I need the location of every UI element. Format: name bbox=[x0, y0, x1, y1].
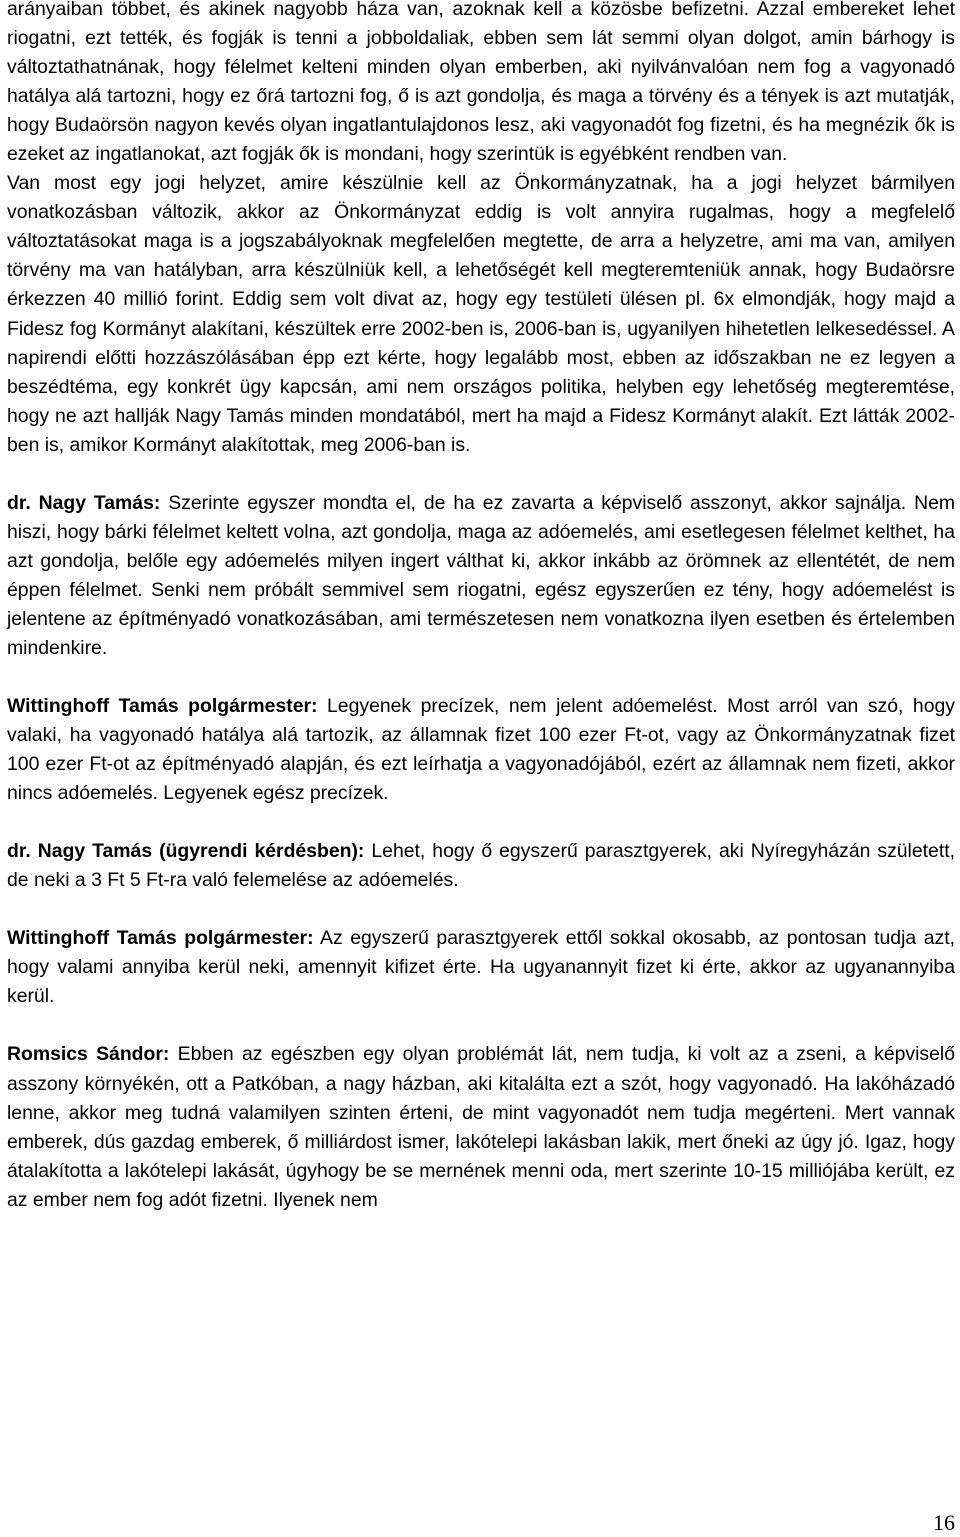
paragraph-2-text: Van most egy jogi helyzet, amire készülnie kell az Önkormányzatnak, ha a jogi helyzet bármilyen vonatkozásban változik, akkor az Önkormányzat eddig is volt annyira rugalmas, hogy a megfelelő változtatásokat maga is a jogszabályoknak megfelelően megtette, de arra a helyzetre, ami ma van, amilyen törvény ma van hatályban, arra készülniük kell, a lehetőségét kell megteremteniük annak, hogy Budaörsre érkezzen 40 millió forint. Eddig sem volt divat az, hogy egy testületi ülésen pl. 6x elmondják, hogy majd a Fidesz fog Kormányt alakítani, készültek erre 2002-ben is, 2006-ban is, ugyanilyen hihetetlen lelkesedéssel. A napirendi előtti hozzászólásában épp ezt kérte, hogy legalább most, ebben az időszakban ne ez legyen a beszédtéma, egy konkrét ügy kapcsán, ami nem országos politika, helyben egy lehetőség megteremtése, hogy ne azt hallják Nagy Tamás minden mondatából, mert ha majd a Fidesz Kormányt alakít. Ezt látták 2002-ben is, amikor Kormányt alakítottak, meg 2006-ban is. bbox=[7, 172, 955, 456]
paragraph-2 bbox=[7, 169, 955, 459]
speaker-name: dr. Nagy Tamás (ügyrendi kérdésben): bbox=[7, 840, 365, 863]
paragraph-6-text: Az egyszerű parasztgyerek ettől sokkal okosabb, az pontosan tudja azt, hogy valami annyiba kerül neki, amennyit kifizet érte. Ha ugyanannyit fizet ki érte, akkor az ugyanannyiba kerül. bbox=[7, 927, 955, 1008]
speaker-name: dr. Nagy Tamás: bbox=[7, 491, 161, 514]
speaker-name: Romsics Sándor: bbox=[7, 1043, 170, 1066]
paragraph-6 bbox=[7, 924, 955, 1011]
speaker-name: Wittinghoff Tamás polgármester: bbox=[7, 927, 314, 950]
paragraph-5 bbox=[7, 837, 955, 895]
paragraph-7 bbox=[7, 1040, 955, 1214]
document-page bbox=[7, 0, 955, 1215]
paragraph-7-text: Ebben az egészben egy olyan problémát lát, nem tudja, ki volt az a zseni, a képviselő asszony környékén, ott a Patkóban, a nagy házban, aki kitalálta ezt a szót, hogy vagyonadó. Ha lakóházadó lenne, akkor meg tudná valamilyen szinten érteni, de mint vagyonadót nem tudja megérteni. Mert vannak emberek, dús gazdag emberek, ő milliárdost ismer, lakótelepi lakásban lakik, mert őneki az úgy jó. Igaz, hogy átalakította a lakótelepi lakását, úgyhogy be se mernének menni oda, mert szerinte 10-15 milliójába került, ez az ember nem fog adót fizetni. Ilyenek nem bbox=[7, 1043, 955, 1211]
paragraph-4-text: Legyenek precízek, nem jelent adóemelést. Most arról van szó, hogy valaki, ha vagyonadó hatálya alá tartozik, az államnak fizet 100 ezer Ft-ot, vagy az Önkormányzatnak fizet 100 ezer Ft-ot az építményadó alapján, és ezt leírhatja a vagyonadójából, ezért az államnak nem fizeti, akkor nincs adóemelés. Legyenek egész precízek. bbox=[7, 695, 955, 805]
paragraph-4 bbox=[7, 692, 955, 808]
paragraph-3 bbox=[7, 489, 955, 663]
paragraph-5-text: Lehet, hogy ő egyszerű parasztgyerek, aki Nyíregyházán született, de neki a 3 Ft 5 Ft-ra való felemelése az adóemelés. bbox=[7, 840, 955, 892]
paragraph-3-text: Szerinte egyszer mondta el, de ha ez zavarta a képviselő asszonyt, akkor sajnálja. Nem hiszi, hogy bárki félelmet keltett volna, azt gondolja, maga az adóemelés, ami esetlegesen félelmet kelthet, ha azt gondolja, belőle egy adóemelés milyen ingert válthat ki, akkor inkább az örömnek az ellentétét, de nem éppen félelmet. Senki nem próbált semmivel sem riogatni, egész egyszerűen ez tény, hogy adóemelést is jelentene az építményadó vonatkozásában, ami természetesen nem vonatkozna ilyen esetben és értelemben mindenkire. bbox=[7, 491, 956, 659]
paragraph-1 bbox=[7, 0, 955, 169]
paragraph-1-text: arányaiban többet, és akinek nagyobb háza van, azoknak kell a közösbe befizetni. Azzal embereket lehet riogatni, ezt tették, és fogják is tenni a jobboldaliak, ebben sem lát semmi olyan dolgot, amin bárhogy is változtathatnának, hogy félelmet kelteni minden olyan emberben, aki nyilvánvalóan nem fog a vagyonadó hatálya alá tartozni, hogy ez őrá tartozni fog, ő is azt gondolja, és maga a törvény és a tények is azt mutatják, hogy Budaörsön nagyon kevés olyan ingatlantulajdonos lesz, aki vagyonadót fog fizetni, és ha megnézik ők is ezeket az ingatlanokat, azt fogják ők is mondani, hogy szerintük is egyébként rendben van. bbox=[7, 0, 955, 166]
speaker-name: Wittinghoff Tamás polgármester: bbox=[7, 695, 318, 718]
page-number: 16 bbox=[933, 1510, 955, 1535]
